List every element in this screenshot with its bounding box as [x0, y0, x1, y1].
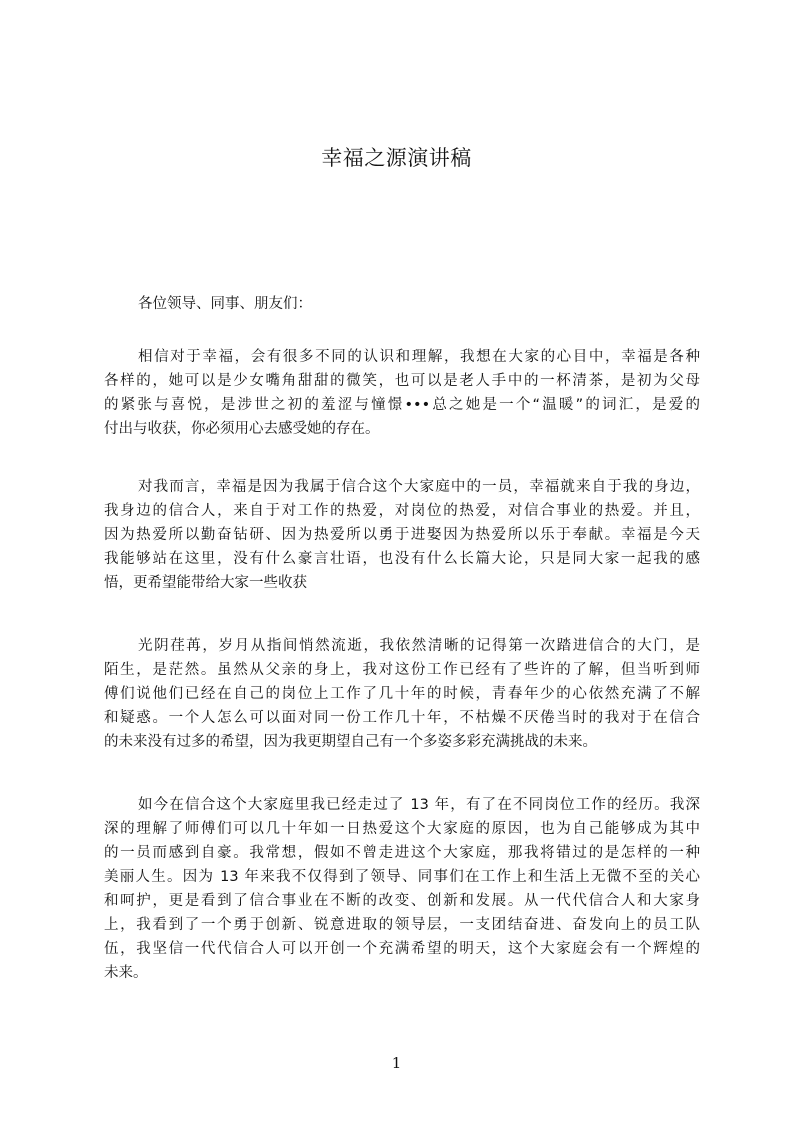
document-title: 幸福之源演讲稿 [321, 146, 472, 170]
paragraph-1 [104, 345, 700, 441]
paragraph-line: 的一员而感到自豪。我常想，假如不曾走进这个大家庭，那我将错过的是怎样的一种 [104, 845, 700, 861]
paragraph-line: 对我而言，幸福是因为我属于信合这个大家庭中的一员，幸福就来自于我的身边， [138, 479, 700, 495]
paragraph-line: 悟，更希望能带给大家一些收获 [104, 575, 307, 591]
paragraph-3 [104, 634, 700, 754]
paragraph-line: 如今在信合这个大家庭里我已经走过了 13 年，有了在不同岗位工作的经历。我深 [138, 797, 700, 813]
paragraph-line: 因为热爱所以勤奋钻研、因为热爱所以勇于进娶因为热爱所以乐于奉献。幸福是今天 [104, 527, 700, 543]
paragraph-line: 傅们说他们已经在自己的岗位上工作了几十年的时候，青春年少的心依然充满了不解 [104, 686, 700, 702]
paragraph-line: 付出与收获，你必须用心去感受她的存在。 [104, 421, 380, 437]
paragraph-line: 美丽人生。因为 13 年来我不仅得到了领导、同事们在工作上和生活上无微不至的关心 [104, 869, 700, 885]
paragraph-line: 各样的，她可以是少女嘴角甜甜的微笑，也可以是老人手中的一杯清茶，是初为父母 [104, 373, 700, 389]
paragraph-line: 的未来没有过多的希望，因为我更期望自己有一个多姿多彩充满挑战的未来。 [104, 734, 597, 750]
paragraph-line: 我能够站在这里，没有什么豪言壮语，也没有什么长篇大论，只是同大家一起我的感 [104, 551, 700, 567]
greeting: 各位领导、同事、朋友们： [138, 296, 312, 312]
paragraph-line: 深的理解了师傅们可以几十年如一日热爱这个大家庭的原因，也为自己能够成为其中 [104, 821, 700, 837]
paragraph-line: 未来。 [104, 965, 148, 981]
paragraph-4 [104, 793, 700, 985]
paragraph-line: 陌生，是茫然。虽然从父亲的身上，我对这份工作已经有了些许的了解，但当听到师 [104, 662, 700, 678]
paragraph-line: 伍，我坚信一代代信合人可以开创一个充满希望的明天，这个大家庭会有一个辉煌的 [104, 941, 700, 957]
paragraph-2 [104, 475, 700, 595]
page-number: 1 [391, 1054, 402, 1072]
paragraph-line: 我身边的信合人，来自于对工作的热爱，对岗位的热爱，对信合事业的热爱。并且， [104, 503, 700, 519]
paragraph-line: 光阴荏苒，岁月从指间悄然流逝，我依然清晰的记得第一次踏进信合的大门，是 [138, 638, 700, 654]
paragraph-line: 的紧张与喜悦，是涉世之初的羞涩与憧憬•••总之她是一个“温暖”的词汇，是爱的 [104, 397, 700, 413]
paragraph-line: 和疑惑。一个人怎么可以面对同一份工作几十年，不枯燥不厌倦当时的我对于在信合 [104, 710, 700, 726]
paragraph-line: 和呵护，更是看到了信合事业在不断的改变、创新和发展。从一代代信合人和大家身 [104, 893, 700, 909]
paragraph-line: 上，我看到了一个勇于创新、锐意进取的领导层，一支团结奋进、奋发向上的员工队 [104, 917, 700, 933]
paragraph-line: 相信对于幸福，会有很多不同的认识和理解，我想在大家的心目中，幸福是各种 [138, 349, 700, 365]
